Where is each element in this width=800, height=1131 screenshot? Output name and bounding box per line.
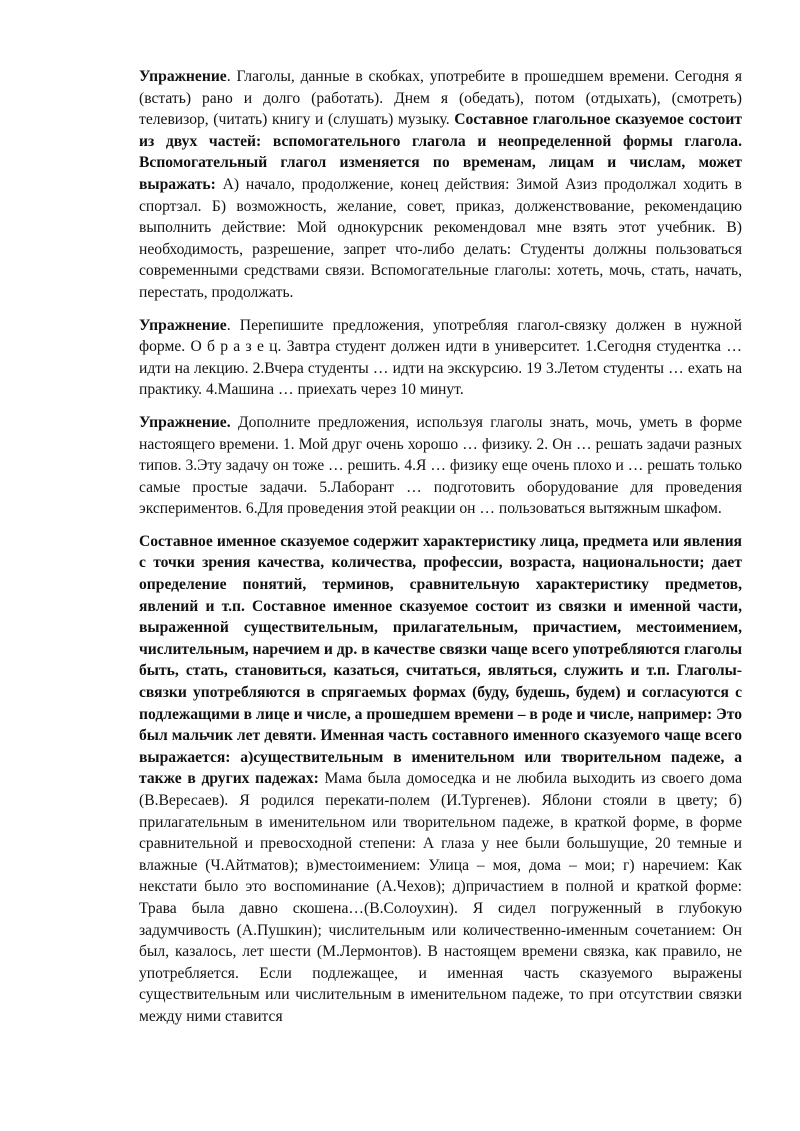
paragraph-text: Дополните предложения, используя глаголы знать, мочь, уметь в форме настоящего времени. 1. Мой друг очень хорошо … физику. 2. Он … решать задачи разных типов. 3.Эту задачу он тоже … решить. 4.Я … физику еще очень плохо и … решать только самые простые задачи. 5.Лаборант … подготовить оборудование для проведения экспериментов. 6.Для проведения этой реакции он … пользоваться вытяжным шкафом.	[139, 413, 742, 518]
document-page	[139, 66, 742, 1028]
exercise-paragraph-2	[139, 315, 742, 401]
exercise-paragraph-1	[139, 66, 742, 304]
exercise-label: Упражнение.	[139, 413, 231, 431]
paragraph-text: . Глаголы, данные в скобках, употребите в прошедшем времени. Сегодня я (встать) рано и долго (работать). Днем я (обедать), потом (отдыхать), (смотреть) телевизор, (читать) книгу и (слушать) музыку.	[139, 68, 742, 129]
sample-label: О б р а з е ц	[190, 338, 278, 356]
paragraph-text: . Завтра студент должен идти в университет. 1.Сегодня студентка … идти на лекцию. 2.Вчера студенты … идти на экскурсию. 19 3.Летом студенты … ехать на практику. 4.Машина … приехать через 10 минут.	[139, 338, 742, 399]
paragraph-text: А) начало, продолжение, конец действия: Зимой Азиз продолжал ходить в спортзал. Б) возможность, желание, совет, приказ, долженствование, рекомендацию выполнить действие: Мой однокурсник рекомендовал мне взять этот учебник. В) необходимость, разрешение, запрет что-либо делать: Студенты должны пользоваться современными средствами связи. Вспомогательные глаголы: хотеть, мочь, стать, начать, перестать, продолжать.	[139, 175, 742, 301]
theory-paragraph	[139, 531, 742, 1028]
exercise-label: Упражнение	[139, 316, 227, 334]
rule-text: Составное глагольное сказуемое состоит из двух частей: вспомогательного глагола и неопределенной формы глагола. Вспомогательный глагол изменяется по временам, лицам и числам, может выражать:	[139, 111, 742, 193]
exercise-paragraph-3	[139, 412, 742, 520]
exercise-label: Упражнение	[139, 68, 227, 85]
paragraph-text: Мама была домоседка и не любила выходить из своего дома (В.Вересаев). Я родился перекати-полем (И.Тургенев). Яблони стояли в цвету; б) прилагательным в именительном или творительном падеже, в краткой форме, в форме сравнительной и превосходной степени: А глаза у нее были большущие, 20 темные и влажные (Ч.Айтматов); в)местоимением: Улица – моя, дома – мои; г) наречием: Как некстати было это воспоминание (А.Чехов); д)причастием в полной и краткой форме: Трава была давно скошена…(В.Солоухин). Я сидел погруженный в глубокую задумчивость (А.Пушкин); числительным или количественно-именным сочетанием: Он был, казалось, лет шести (М.Лермонтов). В настоящем времени связка, как правило, не употребляется. Если подлежащее, и именная часть сказуемого выражены существительным или числительным в именительном падеже, то при отсутствии связки между ними ставится	[139, 770, 742, 1025]
paragraph-text: . Перепишите предложения, употребляя глагол-связку должен в нужной форме.	[139, 316, 742, 356]
rule-text: Составное именное сказуемое содержит характеристику лица, предмета или явления с точки зрения качества, количества, профессии, возраста, национальности; дает определение понятий, терминов, сравнительную характеристику предметов, явлений и т.п. Составное именное сказуемое состоит из связки и именной части, выраженной существительным, прилагательным, причастием, местоимением, числительным, наречием и др. в качестве связки чаще всего употребляются глаголы быть, стать, становиться, казаться, считаться, являться, служить и т.п. Глаголы-связки употребляются в спрягаемых формах (буду, будешь, будем) и согласуются с подлежащими в лице и числе, а прошедшем времени – в роде и числе, например: Это был мальчик лет девяти. Именная часть составного именного сказуемого чаще всего выражается: а)существительным в именительном или творительном падеже, а также в других падежах:	[139, 532, 742, 788]
